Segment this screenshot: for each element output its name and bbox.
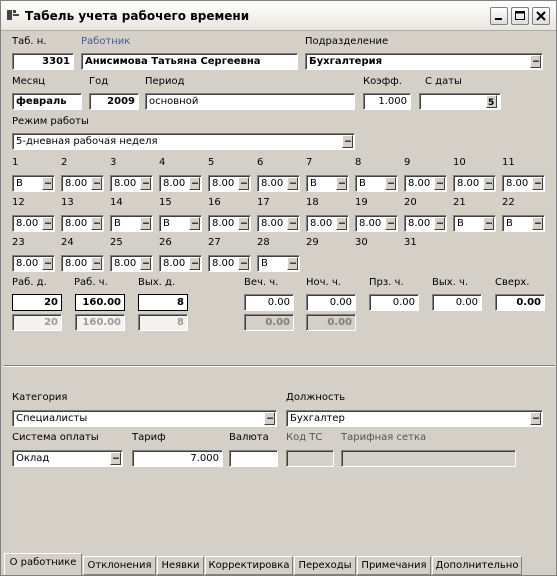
day-number-label: 25 <box>110 237 123 248</box>
day-number-label: 23 <box>12 237 25 248</box>
day-number-label: 3 <box>110 157 117 168</box>
day-number-label: 17 <box>257 197 270 208</box>
day-hours-value: В <box>114 218 121 229</box>
day-hours-field[interactable] <box>502 175 545 192</box>
days-off-prev-field: 8 <box>138 314 188 331</box>
day-lookup-button[interactable]: ... <box>483 177 494 190</box>
day-number-label: 15 <box>159 197 172 208</box>
day-lookup-button[interactable]: ... <box>385 217 396 230</box>
day-lookup-button[interactable]: ... <box>532 217 543 230</box>
year-field[interactable]: 2009 <box>89 93 139 110</box>
day-number-label: 16 <box>208 197 221 208</box>
day-hours-field[interactable] <box>404 175 447 192</box>
day-hours-field[interactable] <box>306 215 349 232</box>
holiday-hours-label: Прз. ч. <box>369 277 404 288</box>
day-hours-value: 8.00 <box>261 218 284 229</box>
year-label: Год <box>89 76 109 87</box>
day-lookup-button[interactable]: ... <box>42 177 53 190</box>
department-lookup-button[interactable]: ... <box>530 55 541 68</box>
day-lookup-button[interactable]: ... <box>189 177 200 190</box>
day-hours-field[interactable] <box>159 255 202 272</box>
day-number-label: 31 <box>404 237 417 248</box>
day-hours-field[interactable] <box>110 175 153 192</box>
tab-deviations[interactable]: Отклонения <box>83 556 156 575</box>
minimize-button[interactable] <box>490 7 508 25</box>
schedule-value: 5-дневная рабочая неделя <box>16 136 158 147</box>
month-field[interactable]: февраль <box>12 93 82 110</box>
day-hours-field[interactable] <box>12 175 55 192</box>
tab-number-label: Таб. н. <box>12 36 47 47</box>
day-number-label: 30 <box>355 237 368 248</box>
tab-employee[interactable]: О работнике <box>4 553 82 575</box>
ts-code-label: Код ТС <box>286 432 323 443</box>
day-number-label: 20 <box>404 197 417 208</box>
day-hours-field[interactable] <box>61 255 104 272</box>
day-hours-field[interactable] <box>110 255 153 272</box>
position-lookup-button[interactable]: ... <box>530 412 541 425</box>
day-number-label: 6 <box>257 157 264 168</box>
pay-system-label: Система оплаты <box>12 432 99 443</box>
weekend-hours-field[interactable]: 0.00 <box>432 294 482 311</box>
close-icon <box>535 10 547 22</box>
minimize-icon <box>493 10 505 22</box>
evening-hours-prev-field: 0.00 <box>244 314 294 331</box>
day-lookup-button[interactable]: ... <box>336 177 347 190</box>
day-hours-value: 8.00 <box>16 258 39 269</box>
department-label: Подразделение <box>305 36 389 47</box>
currency-label: Валюта <box>229 432 269 443</box>
day-hours-value: В <box>163 218 170 229</box>
section-divider <box>4 365 555 367</box>
window-title: Табель учета рабочего времени <box>25 9 250 23</box>
day-hours-value: В <box>457 218 464 229</box>
day-hours-field[interactable] <box>355 175 398 192</box>
tariff-label: Тариф <box>132 432 166 443</box>
day-hours-value: 8.00 <box>359 218 382 229</box>
day-lookup-button[interactable]: ... <box>385 177 396 190</box>
tab-corrections[interactable]: Корректировка <box>205 556 293 575</box>
position-value: Бухгалтер <box>290 413 345 424</box>
coef-label: Коэфф. <box>363 76 402 87</box>
work-hours-field[interactable]: 160.00 <box>75 294 125 311</box>
day-hours-value: В <box>310 178 317 189</box>
tab-number-field[interactable]: 3301 <box>12 53 74 70</box>
calendar-icon <box>487 96 496 107</box>
tab-notes[interactable]: Примечания <box>357 556 431 575</box>
day-hours-field[interactable] <box>159 215 202 232</box>
day-number-label: 28 <box>257 237 270 248</box>
day-number-label: 7 <box>306 157 313 168</box>
day-lookup-button[interactable]: ... <box>336 217 347 230</box>
day-hours-field[interactable] <box>502 215 545 232</box>
days-off-field[interactable]: 8 <box>138 294 188 311</box>
day-hours-value: 8.00 <box>212 178 235 189</box>
work-days-prev-field: 20 <box>12 314 62 331</box>
currency-field[interactable] <box>229 450 278 467</box>
tab-additional[interactable]: Дополнительно <box>432 556 522 575</box>
period-field[interactable]: основной <box>145 93 355 110</box>
work-hours-label: Раб. ч. <box>74 277 108 288</box>
day-hours-field[interactable] <box>257 255 300 272</box>
department-field[interactable] <box>305 53 543 70</box>
day-hours-field[interactable] <box>453 175 496 192</box>
days-off-label: Вых. д. <box>138 277 176 288</box>
day-hours-field[interactable] <box>306 175 349 192</box>
day-hours-field[interactable] <box>257 175 300 192</box>
category-lookup-button[interactable]: ... <box>264 412 275 425</box>
from-date-label: С даты <box>425 76 462 87</box>
day-lookup-button[interactable]: ... <box>42 217 53 230</box>
tariff-field[interactable]: 7.000 <box>132 450 223 467</box>
category-value: Специалисты <box>16 413 88 424</box>
from-date-field[interactable] <box>419 93 501 110</box>
day-hours-value: В <box>359 178 366 189</box>
month-label: Месяц <box>12 76 46 87</box>
day-hours-field[interactable] <box>208 215 251 232</box>
day-hours-field[interactable] <box>404 215 447 232</box>
day-hours-field[interactable] <box>61 175 104 192</box>
svg-text:5: 5 <box>488 98 494 107</box>
day-hours-field[interactable] <box>257 215 300 232</box>
worker-label: Работник <box>81 36 131 47</box>
calendar-button[interactable] <box>486 95 497 108</box>
evening-hours-label: Веч. ч. <box>244 277 279 288</box>
day-hours-value: 8.00 <box>65 218 88 229</box>
day-lookup-button[interactable]: ... <box>238 257 249 270</box>
day-lookup-button[interactable]: ... <box>287 177 298 190</box>
day-hours-field[interactable] <box>12 215 55 232</box>
close-button[interactable] <box>532 7 550 25</box>
day-hours-value: 8.00 <box>408 178 431 189</box>
day-number-label: 1 <box>12 157 19 168</box>
day-number-label: 29 <box>306 237 319 248</box>
day-hours-value: 8.00 <box>212 258 235 269</box>
position-label: Должность <box>286 392 346 403</box>
day-hours-value: 8.00 <box>114 258 137 269</box>
maximize-button[interactable] <box>511 7 529 25</box>
day-lookup-button[interactable]: ... <box>238 177 249 190</box>
night-hours-field[interactable]: 0.00 <box>306 294 356 311</box>
ts-code-field <box>286 450 334 467</box>
day-hours-field[interactable] <box>12 255 55 272</box>
night-hours-label: Ноч. ч. <box>306 277 341 288</box>
day-lookup-button[interactable]: ... <box>91 177 102 190</box>
day-lookup-button[interactable]: ... <box>434 177 445 190</box>
category-label: Категория <box>12 392 68 403</box>
tab-transfers[interactable]: Переходы <box>294 556 356 575</box>
day-number-label: 13 <box>61 197 74 208</box>
day-hours-value: В <box>16 178 23 189</box>
day-number-label: 4 <box>159 157 166 168</box>
app-icon <box>6 8 20 22</box>
schedule-label: Режим работы <box>12 116 89 127</box>
day-lookup-button[interactable]: ... <box>238 217 249 230</box>
schedule-field[interactable] <box>12 133 355 150</box>
day-number-label: 21 <box>453 197 466 208</box>
day-hours-value: В <box>261 258 268 269</box>
coef-field[interactable]: 1.000 <box>363 93 411 110</box>
day-lookup-button[interactable]: ... <box>287 217 298 230</box>
day-number-label: 27 <box>208 237 221 248</box>
day-hours-field[interactable] <box>159 175 202 192</box>
day-hours-value: 8.00 <box>65 178 88 189</box>
weekend-hours-label: Вых. ч. <box>432 277 469 288</box>
day-lookup-button[interactable]: ... <box>91 257 102 270</box>
day-lookup-button[interactable]: ... <box>140 217 151 230</box>
day-number-label: 24 <box>61 237 74 248</box>
title-bar <box>1 1 556 31</box>
holiday-hours-field[interactable]: 0.00 <box>369 294 419 311</box>
day-hours-value: 8.00 <box>408 218 431 229</box>
day-hours-value: 8.00 <box>16 218 39 229</box>
day-number-label: 11 <box>502 157 515 168</box>
night-hours-prev-field: 0.00 <box>306 314 356 331</box>
pay-system-lookup-button[interactable]: ... <box>110 452 121 465</box>
day-number-label: 22 <box>502 197 515 208</box>
day-number-label: 9 <box>404 157 411 168</box>
pay-system-field[interactable] <box>12 450 123 467</box>
day-number-label: 18 <box>306 197 319 208</box>
day-hours-value: В <box>506 218 513 229</box>
tab-absences[interactable]: Неявки <box>157 556 204 575</box>
day-number-label: 10 <box>453 157 466 168</box>
day-hours-field[interactable] <box>208 255 251 272</box>
day-hours-field[interactable] <box>453 215 496 232</box>
day-lookup-button[interactable]: ... <box>91 217 102 230</box>
tariff-grid-field <box>341 450 516 467</box>
department-value: Бухгалтерия <box>309 56 383 67</box>
day-lookup-button[interactable]: ... <box>483 217 494 230</box>
day-hours-value: 8.00 <box>163 258 186 269</box>
pay-system-value: Оклад <box>16 453 50 464</box>
day-lookup-button[interactable]: ... <box>434 217 445 230</box>
day-number-label: 14 <box>110 197 123 208</box>
overtime-field[interactable]: 0.00 <box>495 294 545 311</box>
day-hours-value: 8.00 <box>212 218 235 229</box>
day-hours-field[interactable] <box>355 215 398 232</box>
overtime-label: Сверх. <box>495 277 530 288</box>
day-lookup-button[interactable]: ... <box>42 257 53 270</box>
work-hours-prev-field: 160.00 <box>75 314 125 331</box>
day-hours-value: 8.00 <box>506 178 529 189</box>
day-hours-value: 8.00 <box>114 178 137 189</box>
schedule-lookup-button[interactable]: ... <box>342 135 353 148</box>
maximize-icon <box>514 10 526 22</box>
tariff-grid-label: Тарифная сетка <box>341 432 427 443</box>
day-lookup-button[interactable]: ... <box>189 217 200 230</box>
position-field[interactable] <box>286 410 543 427</box>
day-lookup-button[interactable]: ... <box>140 177 151 190</box>
day-lookup-button[interactable]: ... <box>140 257 151 270</box>
work-days-label: Раб. д. <box>12 277 47 288</box>
period-label: Период <box>145 76 185 87</box>
day-number-label: 19 <box>355 197 368 208</box>
day-lookup-button[interactable]: ... <box>532 177 543 190</box>
day-hours-field[interactable] <box>208 175 251 192</box>
day-number-label: 8 <box>355 157 362 168</box>
day-lookup-button[interactable]: ... <box>189 257 200 270</box>
evening-hours-field[interactable]: 0.00 <box>244 294 294 311</box>
day-number-label: 26 <box>159 237 172 248</box>
category-field[interactable] <box>12 410 277 427</box>
day-hours-value: 8.00 <box>163 178 186 189</box>
day-hours-value: 8.00 <box>261 178 284 189</box>
day-number-label: 2 <box>61 157 68 168</box>
day-lookup-button[interactable]: ... <box>287 257 298 270</box>
day-hours-value: 8.00 <box>310 218 333 229</box>
day-number-label: 12 <box>12 197 25 208</box>
day-hours-value: 8.00 <box>457 178 480 189</box>
worker-field[interactable]: Анисимова Татьяна Сергеевна <box>81 53 298 70</box>
day-number-label: 5 <box>208 157 215 168</box>
day-hours-value: 8.00 <box>65 258 88 269</box>
day-hours-field[interactable] <box>61 215 104 232</box>
day-hours-field[interactable] <box>110 215 153 232</box>
work-days-field[interactable]: 20 <box>12 294 62 311</box>
